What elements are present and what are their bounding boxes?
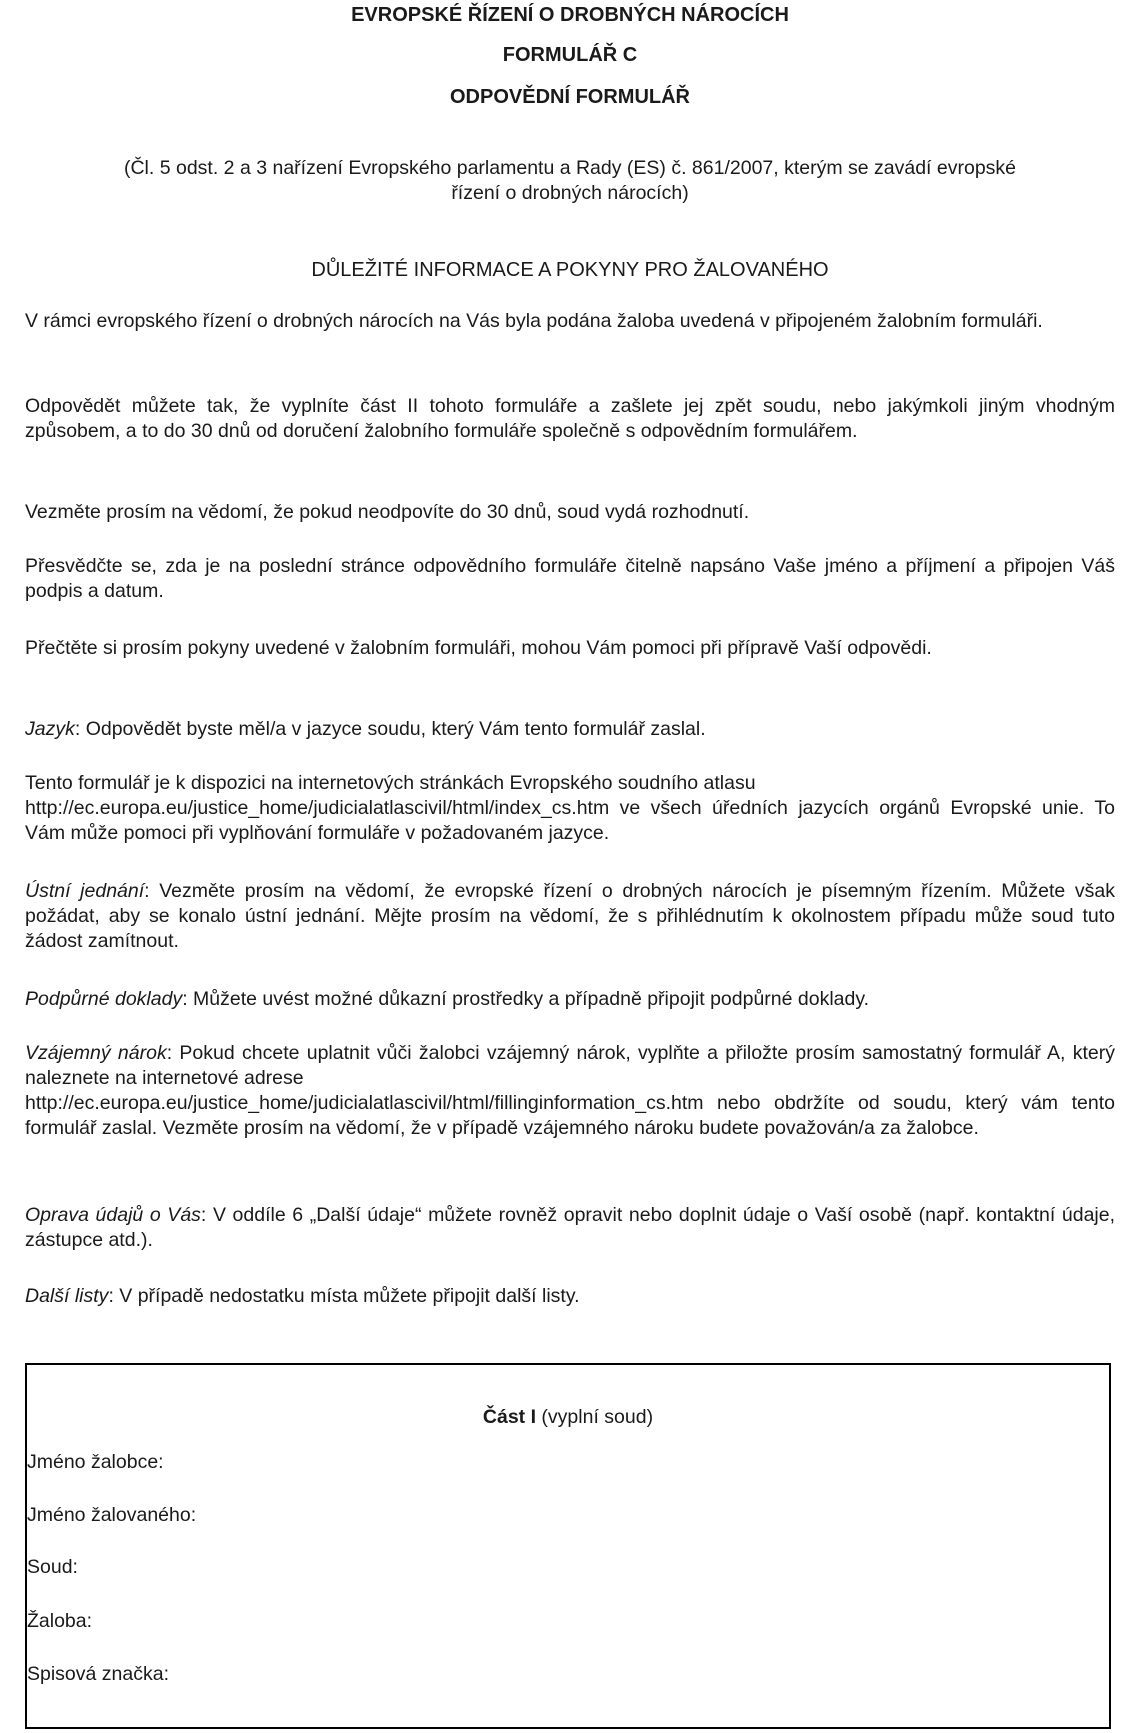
part1-heading <box>27 1405 1109 1430</box>
info-heading: DŮLEŽITÉ INFORMACE A POKYNY PRO ŽALOVANÉHO <box>311 259 829 281</box>
part1-title-rest: (vyplní soud) <box>536 1406 654 1428</box>
counterclaim-text-b: http://ec.europa.eu/justice_home/judicialatlascivil/html/fillinginformation_cs.htm nebo obdržíte od soudu, který vám tento formulář zaslal. Vezměte prosím na vědomí, že v případě vzájemného nároku budete považován/a za žalobce. <box>25 1092 1115 1139</box>
field-claim: Žaloba: <box>27 1610 93 1632</box>
paragraph-signature: Přesvědčte se, zda je na poslední stránce odpovědního formuláře čitelně napsáno Vaše jméno a příjmení a připojen Váš podpis a datum. <box>25 555 1115 602</box>
paragraph-additional-sheets <box>25 1284 1115 1309</box>
field-claimant-name: Jméno žalobce: <box>27 1451 164 1473</box>
paragraph-correction <box>25 1203 1115 1253</box>
paragraph-oral-hearing <box>25 879 1115 954</box>
part1-box <box>25 1363 1111 1729</box>
paragraph-instructions: Přečtěte si prosím pokyny uvedené v žalobním formuláři, mohou Vám pomoci při přípravě Vaší odpovědi. <box>25 637 932 659</box>
supporting-docs-label: Podpůrné doklady <box>25 988 183 1010</box>
oral-hearing-text: : Vezměte prosím na vědomí, že evropské řízení o drobných nárocích je písemným řízením. Můžete však požádat, aby se konalo ústní jednání. Mějte prosím na vědomí, že s přihlédnutím k okolnostem případu může soud tuto žádost zamítnout. <box>25 880 1116 952</box>
availability-line-1: Tento formulář je k dispozici na internetových stránkách Evropského soudního atlasu <box>25 772 756 794</box>
legal-basis-line-2: řízení o drobných nárocích) <box>451 182 689 204</box>
field-defendant-name: Jméno žalovaného: <box>27 1504 197 1526</box>
paragraph-counterclaim <box>25 1041 1115 1141</box>
supporting-docs-text: : Můžete uvést možné důkazní prostředky a případně připojit podpůrné doklady. <box>182 988 870 1010</box>
paragraph-deadline: Vezměte prosím na vědomí, že pokud neodpovíte do 30 dnů, soud vydá rozhodnutí. <box>25 501 750 523</box>
legal-basis-line-1: (Čl. 5 odst. 2 a 3 nařízení Evropského parlamentu a Rady (ES) č. 861/2007, kterým se zavádí evropské <box>123 157 1017 179</box>
additional-sheets-text: : V případě nedostatku místa můžete připojit další listy. <box>108 1285 580 1307</box>
paragraph-availability <box>25 771 1115 846</box>
counterclaim-label: Vzájemný nárok <box>25 1042 167 1064</box>
correction-label: Oprava údajů o Vás <box>25 1204 201 1226</box>
counterclaim-text-a: : Pokud chcete uplatnit vůči žalobci vzájemný nárok, vyplňte a přiložte prosím samostatný formulář A, který naleznete na internetové adrese <box>25 1042 1115 1089</box>
language-text: : Odpovědět byste měl/a v jazyce soudu, který Vám tento formulář zaslal. <box>74 718 706 740</box>
form-type: ODPOVĚDNÍ FORMULÁŘ <box>450 86 690 108</box>
oral-hearing-label: Ústní jednání <box>25 880 145 902</box>
field-case-number: Spisová značka: <box>27 1663 169 1685</box>
document-title: EVROPSKÉ ŘÍZENÍ O DROBNÝCH NÁROCÍCH <box>351 4 789 26</box>
paragraph-supporting-docs <box>25 987 1115 1012</box>
part1-title-bold: Část I <box>482 1406 537 1428</box>
additional-sheets-label: Další listy <box>25 1285 109 1307</box>
availability-rest: http://ec.europa.eu/justice_home/judicialatlascivil/html/index_cs.htm ve všech úředních jazycích orgánů Evropské unie. To Vám může pomoci při vyplňování formuláře v požadovaném jazyce. <box>25 797 1115 844</box>
document-page <box>25 0 1115 1733</box>
paragraph-response: Odpovědět můžete tak, že vyplníte část II tohoto formuláře a zašlete jej zpět soudu, nebo jakýmkoli jiným vhodným způsobem, a to do 30 dnů od doručení žalobního formuláře společně s odpovědním formulářem. <box>25 395 1115 442</box>
paragraph-language <box>25 717 1115 742</box>
form-name: FORMULÁŘ C <box>502 44 638 66</box>
field-court: Soud: <box>27 1556 78 1578</box>
legal-basis <box>25 156 1115 206</box>
correction-text: : V oddíle 6 „Další údaje“ můžete rovněž opravit nebo doplnit údaje o Vaší osobě (např. kontaktní údaje, zástupce atd.). <box>25 1204 1116 1251</box>
paragraph-intro: V rámci evropského řízení o drobných nárocích na Vás byla podána žaloba uvedená v připojeném žalobním formuláři. <box>25 310 1043 332</box>
language-label: Jazyk <box>25 718 75 740</box>
